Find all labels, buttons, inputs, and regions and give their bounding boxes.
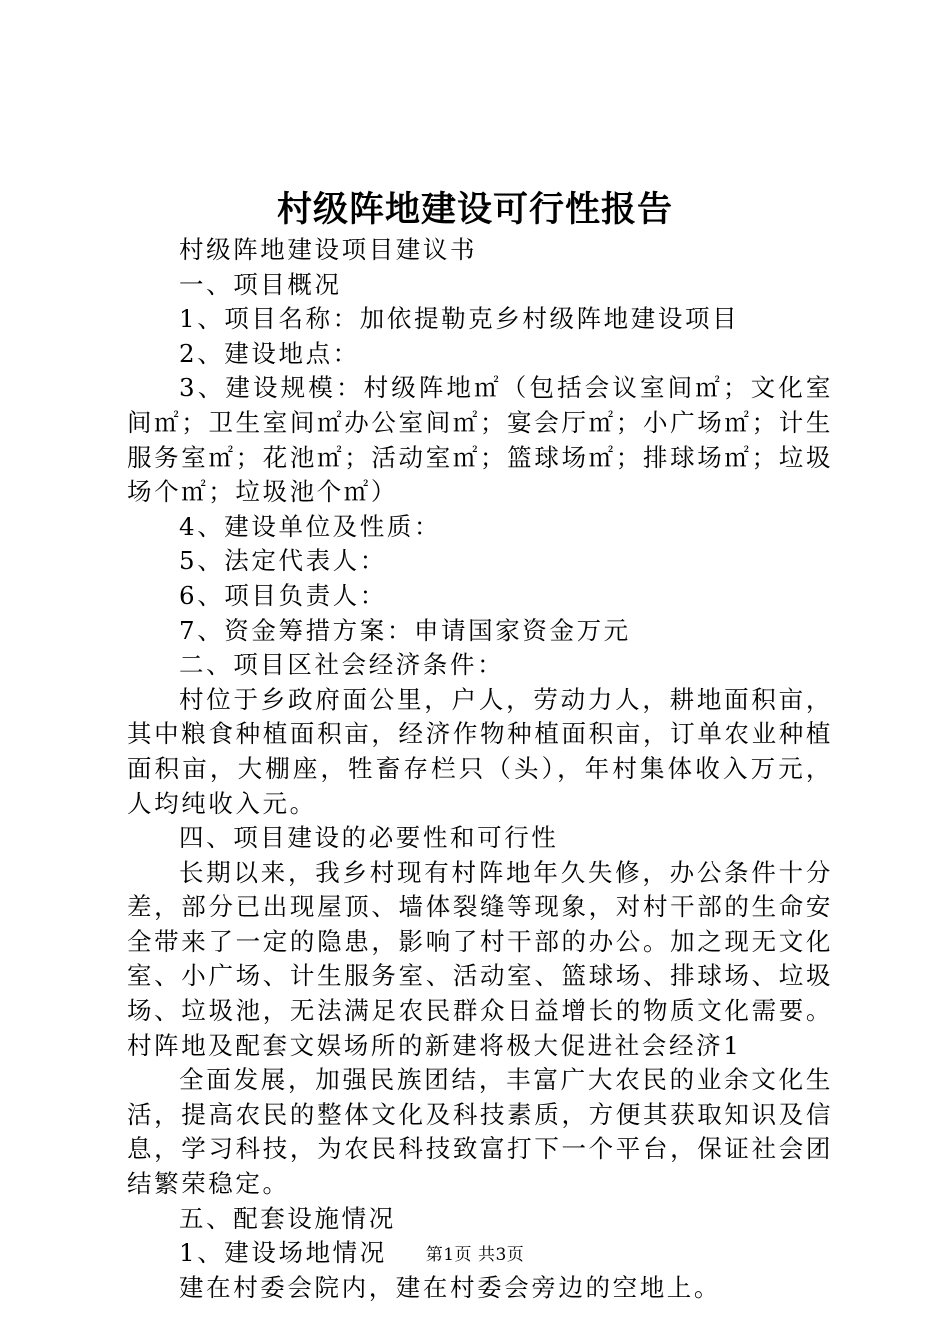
paragraph-project-name: 1、项目名称：加依提勒克乡村级阵地建设项目: [179, 304, 740, 334]
paragraph-proposal-heading: 村级阵地建设项目建议书: [179, 235, 478, 264]
paragraph-section-necessity: 四、项目建设的必要性和可行性: [179, 823, 559, 853]
paragraph-funding: 7、资金筹措方案：申请国家资金万元: [179, 615, 631, 645]
document-title: 村级阵地建设可行性报告: [276, 189, 673, 230]
paragraph-economy-detail: 村位于乡政府面公里，户人，劳动力人，耕地面积亩，其中粮食种植面积亩，经济作物种植面积亩，订单农业种植面积亩，大棚座，牲畜存栏只（头），年村集体收入万元，人均纯收入元。: [127, 684, 833, 818]
paragraph-site-heading: 1、建设场地情况: [179, 1238, 387, 1268]
paragraph-development-detail: 全面发展，加强民族团结，丰富广大农民的业余文化生活，提高农民的整体文化及科技素质，方便其获取知识及信息，学习科技，为农民科技致富打下一个平台，保证社会团结繁荣稳定。: [127, 1065, 833, 1199]
paragraph-scale: 3、建设规模：村级阵地㎡（包括会议室间㎡；文化室间㎡；卫生室间㎡办公室间㎡；宴会厅㎡；小广场㎡；计生服务室㎡；花池㎡；活动室㎡；篮球场㎡；排球场㎡；垃圾场个㎡；垃圾池个㎡）: [127, 373, 833, 507]
paragraph-legal-rep: 5、法定代表人：: [179, 546, 387, 576]
paragraph-project-lead: 6、项目负责人：: [179, 580, 387, 610]
document-body: [127, 233, 833, 1305]
paragraph-necessity-detail: 长期以来，我乡村现有村阵地年久失修，办公条件十分差，部分已出现屋顶、墙体裂缝等现象，对村干部的生命安全带来了一定的隐患，影响了村干部的办公。加之现无文化室、小广场、计生服务室、活动室、篮球场、排球场、垃圾场、垃圾池，无法满足农民群众日益增长的物质文化需要。村阵地及配套文娱场所的新建将极大促进社会经济1: [127, 857, 833, 1060]
page-number: 第1页 共3页: [425, 1245, 525, 1265]
paragraph-site-detail: 建在村委会院内，建在村委会旁边的空地上。: [179, 1272, 721, 1302]
paragraph-unit: 4、建设单位及性质：: [179, 511, 442, 541]
paragraph-location: 2、建设地点：: [179, 338, 360, 368]
paragraph-section-overview: 一、项目概况: [179, 269, 342, 299]
paragraph-section-facilities: 五、配套设施情况: [179, 1203, 396, 1233]
paragraph-section-economy: 二、项目区社会经济条件：: [179, 650, 505, 680]
